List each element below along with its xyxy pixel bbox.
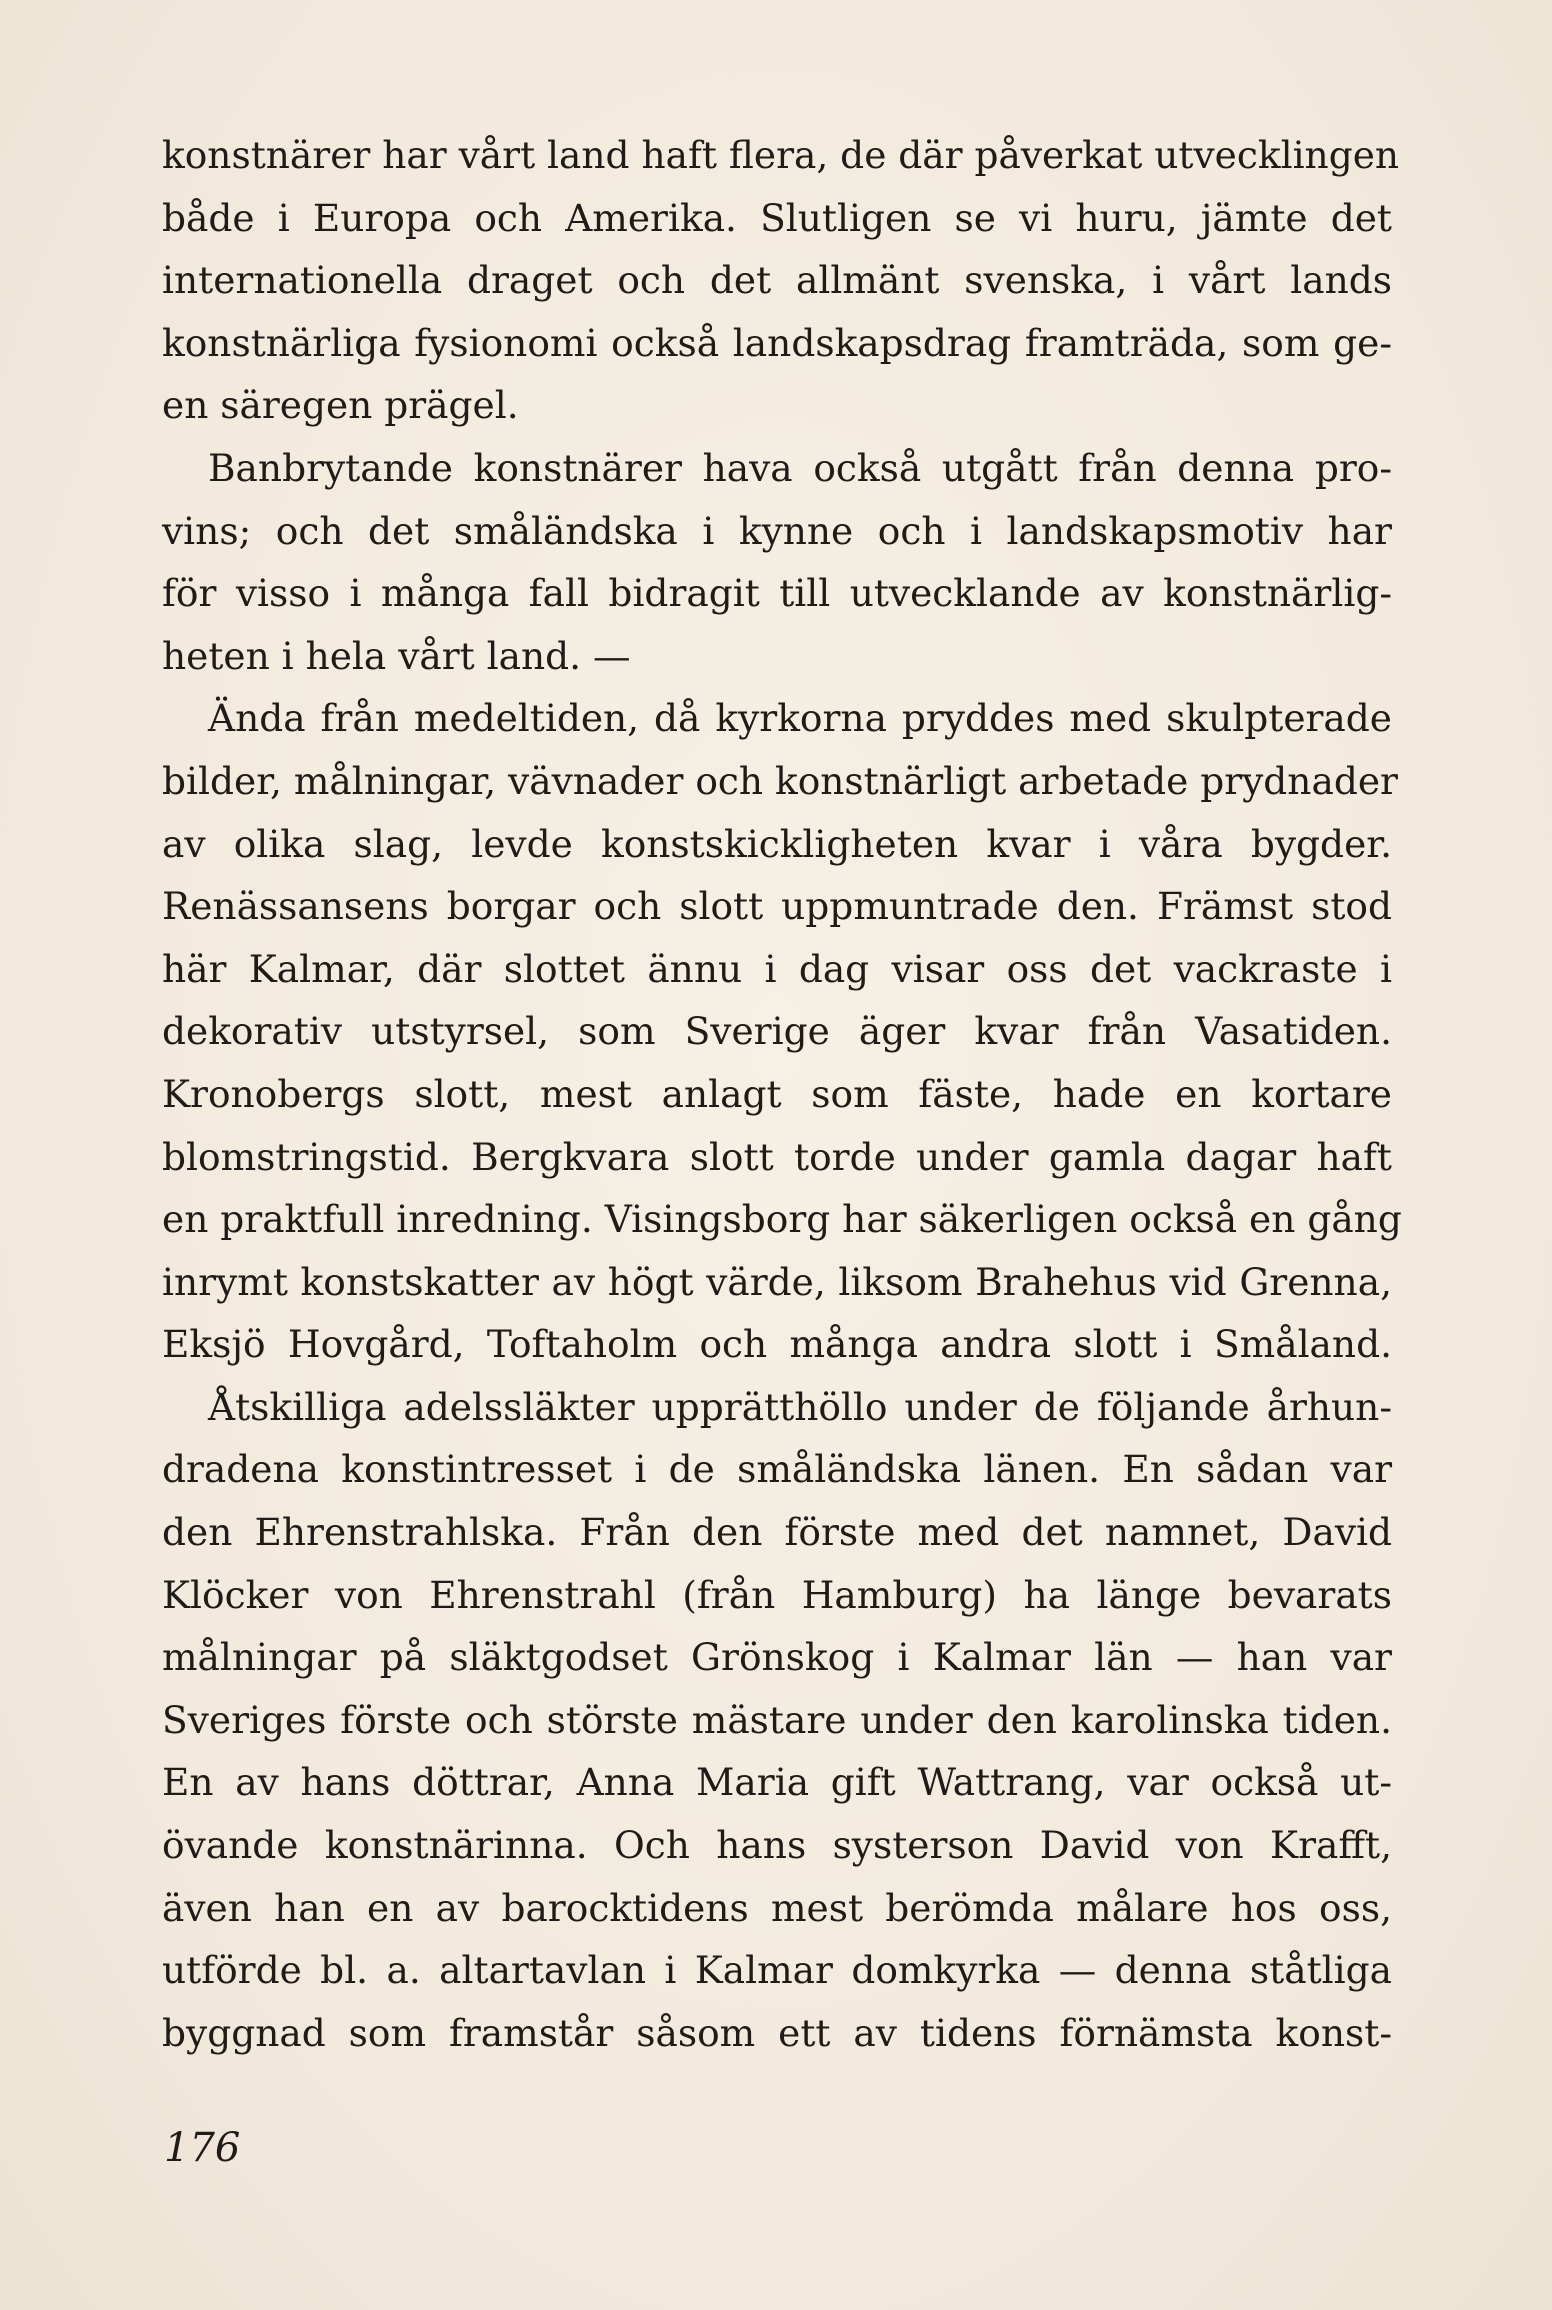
- text-line: konstnärer har vårt land haft flera, de där påverkat utvecklingen: [162, 133, 1400, 177]
- text-line: utförde bl. a. altartavlan i Kalmar domkyrka — denna ståtliga: [162, 1948, 1392, 1993]
- text-line: Klöcker von Ehrenstrahl (från Hamburg) ha länge bevarats: [162, 1572, 1392, 1617]
- text-line: Sveriges förste och störste mästare under den karolinska tiden.: [162, 1697, 1392, 1742]
- text-line: blomstringstid. Bergkvara slott torde under gamla dagar haft: [162, 1134, 1392, 1179]
- text-line: heten i hela vårt land. —: [162, 633, 631, 678]
- text-line: internationella draget och det allmänt svenska, i vårt lands: [162, 258, 1392, 303]
- text-line: bilder, målningar, vävnader och konstnärligt arbetade prydnader: [162, 758, 1398, 803]
- text-line: målningar på släktgodset Grönskog i Kalmar län — han var: [162, 1635, 1392, 1680]
- text-line: inrymt konstskatter av högt värde, liksom Brahehus vid Grenna,: [162, 1259, 1392, 1304]
- text-line: Ända från medeltiden, då kyrkorna pryddes med skulpterade: [208, 696, 1392, 741]
- text-line: av olika slag, levde konstskickligheten kvar i våra bygder.: [162, 821, 1392, 866]
- text-line: Renässansens borgar och slott uppmuntrade den. Främst stod: [162, 884, 1392, 929]
- text-line: Banbrytande konstnärer hava också utgått från denna pro-: [208, 445, 1392, 490]
- text-line: för visso i många fall bidragit till utvecklande av konstnärlig-: [162, 571, 1392, 616]
- text-line: både i Europa och Amerika. Slutligen se vi huru, jämte det: [162, 195, 1392, 240]
- text-line: en praktfull inredning. Visingsborg har säkerligen också en gång: [162, 1197, 1402, 1242]
- text-line: Kronobergs slott, mest anlagt som fäste, hade en kortare: [162, 1071, 1392, 1116]
- text-line: dradena konstintresset i de småländska länen. En sådan var: [162, 1447, 1392, 1492]
- text-line: byggnad som framstår såsom ett av tidens förnämsta konst-: [162, 2010, 1392, 2055]
- text-line: här Kalmar, där slottet ännu i dag visar oss det vackraste i: [162, 946, 1392, 991]
- text-line: den Ehrenstrahlska. Från den förste med det namnet, David: [162, 1510, 1392, 1555]
- text-line: även han en av barocktidens mest berömda målare hos oss,: [162, 1885, 1392, 1930]
- text-line: vins; och det småländska i kynne och i landskapsmotiv har: [162, 508, 1392, 553]
- text-line: Åtskilliga adelssläkter upprätthöllo under de följande århun-: [208, 1384, 1392, 1429]
- page-number: 176: [164, 2125, 241, 2171]
- text-line: en säregen prägel.: [162, 383, 519, 428]
- body-text: [162, 124, 1402, 2064]
- text-line: konstnärliga fysionomi också landskapsdrag framträda, som ge-: [162, 320, 1392, 365]
- text-line: dekorativ utstyrsel, som Sverige äger kvar från Vasatiden.: [162, 1009, 1392, 1054]
- text-line: En av hans döttrar, Anna Maria gift Wattrang, var också ut-: [162, 1760, 1392, 1805]
- text-line: Eksjö Hovgård, Toftaholm och många andra slott i Småland.: [162, 1322, 1392, 1367]
- text-line: övande konstnärinna. Och hans systerson David von Krafft,: [162, 1823, 1392, 1868]
